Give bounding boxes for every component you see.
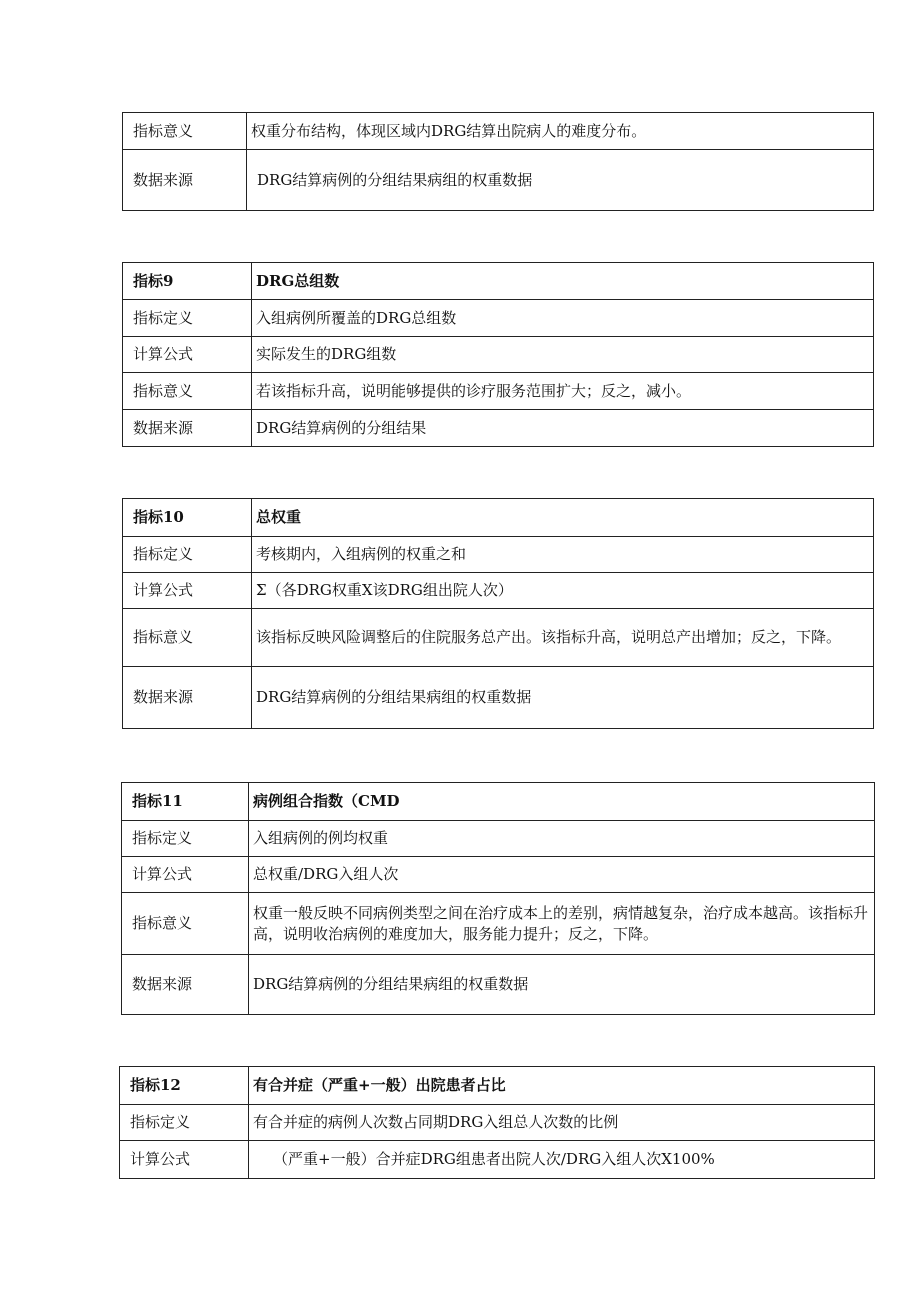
row-value: 权重一般反映不同病例类型之间在治疗成本上的差别，病情越复杂，治疗成本越高。该指标升高，说明收治病例的难度加大，服务能力提升；反之，下降。 bbox=[249, 893, 875, 955]
row-value: 总权重/DRG入组人次 bbox=[249, 857, 875, 893]
row-label: 计算公式 bbox=[123, 573, 252, 609]
table-row bbox=[122, 955, 875, 1015]
row-label: 指标定义 bbox=[120, 1105, 249, 1141]
table-row bbox=[123, 300, 874, 337]
row-label: 数据来源 bbox=[123, 667, 252, 729]
table-row bbox=[123, 609, 874, 667]
row-label: 指标意义 bbox=[123, 113, 247, 150]
row-value: 入组病例所覆盖的DRG总组数 bbox=[252, 300, 874, 337]
row-label: 指标定义 bbox=[123, 537, 252, 573]
row-label: 计算公式 bbox=[123, 337, 252, 373]
indicator-table-11 bbox=[121, 782, 875, 1015]
row-label: 指标意义 bbox=[122, 893, 249, 955]
indicator-table-8-continued bbox=[122, 112, 874, 211]
table-row bbox=[123, 537, 874, 573]
row-value: 权重分布结构，体现区域内DRG结算出院病人的难度分布。 bbox=[247, 113, 874, 150]
row-value: 考核期内，入组病例的权重之和 bbox=[252, 537, 874, 573]
row-label: 数据来源 bbox=[123, 410, 252, 447]
row-value: Σ（各DRG权重X该DRG组出院人次） bbox=[252, 573, 874, 609]
table-row bbox=[122, 857, 875, 893]
row-value: DRG结算病例的分组结果 bbox=[252, 410, 874, 447]
indicator-number: 指标10 bbox=[123, 499, 252, 537]
table-row bbox=[120, 1105, 875, 1141]
row-label: 指标意义 bbox=[123, 609, 252, 667]
row-value: DRG结算病例的分组结果病组的权重数据 bbox=[249, 955, 875, 1015]
indicator-name: 总权重 bbox=[252, 499, 874, 537]
indicator-table-12 bbox=[119, 1066, 875, 1179]
row-value: DRG结算病例的分组结果病组的权重数据 bbox=[252, 667, 874, 729]
row-label: 计算公式 bbox=[122, 857, 249, 893]
row-value: 实际发生的DRG组数 bbox=[252, 337, 874, 373]
table-row bbox=[123, 410, 874, 447]
row-value: 有合并症的病例人次数占同期DRG入组总人次数的比例 bbox=[249, 1105, 875, 1141]
row-value: DRG结算病例的分组结果病组的权重数据 bbox=[247, 150, 874, 211]
row-label: 指标意义 bbox=[123, 373, 252, 410]
table-header-row bbox=[120, 1067, 875, 1105]
table-header-row bbox=[123, 499, 874, 537]
table-row bbox=[123, 150, 874, 211]
indicator-name: 有合并症（严重+一般）出院患者占比 bbox=[249, 1067, 875, 1105]
table-row bbox=[123, 373, 874, 410]
indicator-number: 指标12 bbox=[120, 1067, 249, 1105]
row-value: （严重+一般）合并症DRG组患者出院人次/DRG入组人次X100% bbox=[249, 1141, 875, 1179]
table-row bbox=[123, 667, 874, 729]
indicator-name: 病例组合指数（CMD bbox=[249, 783, 875, 821]
row-value: 入组病例的例均权重 bbox=[249, 821, 875, 857]
table-row bbox=[122, 821, 875, 857]
table-row bbox=[123, 113, 874, 150]
row-value: 若该指标升高，说明能够提供的诊疗服务范围扩大；反之，减小。 bbox=[252, 373, 874, 410]
indicator-table-9 bbox=[122, 262, 874, 447]
indicator-table-10 bbox=[122, 498, 874, 729]
row-label: 指标定义 bbox=[122, 821, 249, 857]
row-label: 计算公式 bbox=[120, 1141, 249, 1179]
row-label: 数据来源 bbox=[123, 150, 247, 211]
indicator-number: 指标9 bbox=[123, 263, 252, 300]
table-header-row bbox=[123, 263, 874, 300]
indicator-number: 指标11 bbox=[122, 783, 249, 821]
row-label: 指标定义 bbox=[123, 300, 252, 337]
table-header-row bbox=[122, 783, 875, 821]
table-row bbox=[123, 337, 874, 373]
table-row bbox=[120, 1141, 875, 1179]
row-label: 数据来源 bbox=[122, 955, 249, 1015]
table-row bbox=[123, 573, 874, 609]
indicator-name: DRG总组数 bbox=[252, 263, 874, 300]
row-value: 该指标反映风险调整后的住院服务总产出。该指标升高，说明总产出增加；反之，下降。 bbox=[252, 609, 874, 667]
table-row bbox=[122, 893, 875, 955]
